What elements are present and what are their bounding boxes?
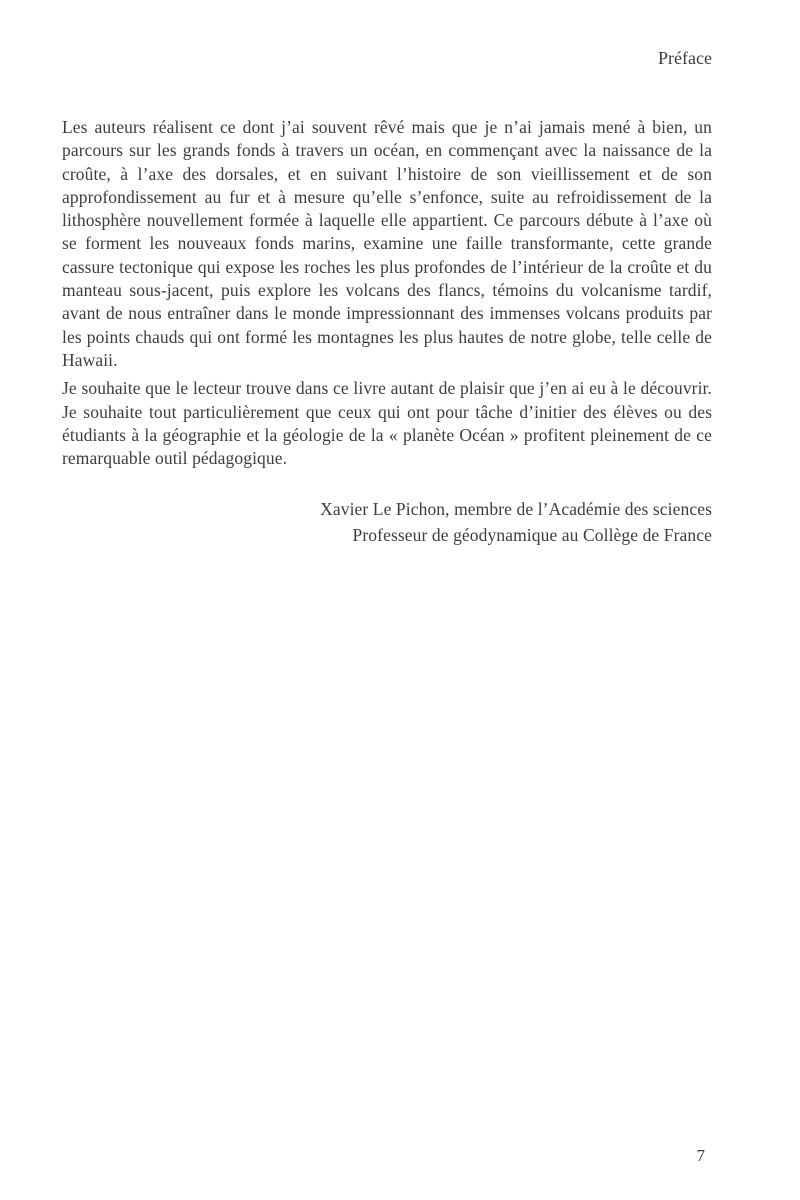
- signature-line-title: Professeur de géodynamique au Collège de France: [352, 525, 712, 546]
- preface-body: [62, 116, 712, 548]
- header-title: Préface: [658, 48, 712, 68]
- page-footer: [62, 1146, 705, 1166]
- preface-paragraph-2: Je souhaite que le lecteur trouve dans ce livre autant de plaisir que j’en ai eu à le découvrir. Je souhaite tout particulièrement que ceux qui ont pour tâche d’initier des élèves ou des étudiants à la géographie et la géologie de la « planète Océan » profitent pleinement de ce remarquable outil pédagogique.: [62, 378, 712, 469]
- signature-line-author: Xavier Le Pichon, membre de l’Académie des sciences: [320, 499, 712, 520]
- page-number: 7: [696, 1146, 705, 1165]
- page-header: [62, 48, 712, 69]
- preface-paragraph-1: Les auteurs réalisent ce dont j’ai souvent rêvé mais que je n’ai jamais mené à bien, un parcours sur les grands fonds à travers un océan, en commençant avec la naissance de la croûte, à l’axe des dorsales, et en suivant l’histoire de son vieillissement et de son approfondissement au fur et à mesure qu’elle s’enfonce, suite au refroidissement de la lithosphère nouvellement formée à laquelle elle appartient. Ce parcours débute à l’axe où se forment les nouveaux fonds marins, examine une faille transformante, cette grande cassure tectonique qui expose les roches les plus profondes de l’intérieur de la croûte et du manteau sous-jacent, puis explore les volcans des flancs, témoins du volcanisme tardif, avant de nous entraîner dans le monde impressionnant des immenses volcans produits par les points chauds qui ont formé les montagnes les plus hautes de notre globe, telle celle de Hawaii.: [62, 117, 712, 370]
- signature-block: [62, 496, 712, 548]
